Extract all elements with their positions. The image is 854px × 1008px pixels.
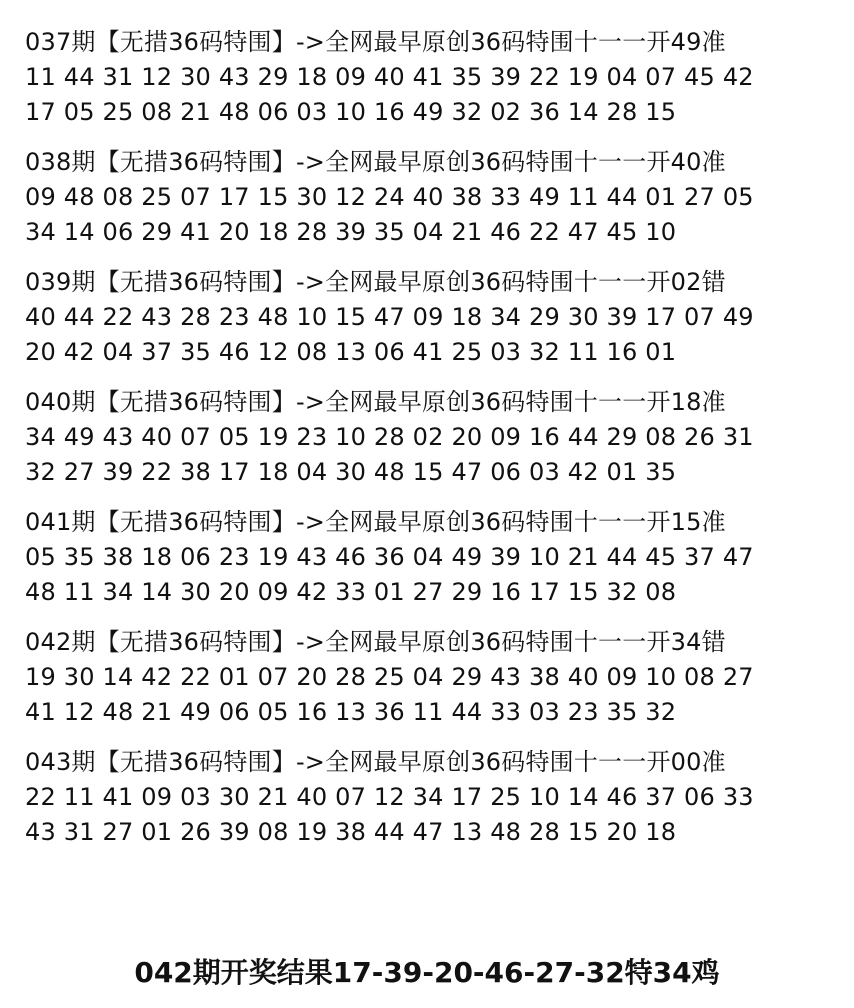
record-numbers-line: 40 44 22 43 28 23 48 10 15 47 09 18 34 29 30 39 17 07 49 (25, 303, 754, 331)
record-header: 043期【无措36码特围】->全网最早原创36码特围十一一开00准 (25, 748, 726, 776)
record-numbers-line: 19 30 14 42 22 01 07 20 28 25 04 29 43 38 40 09 10 08 27 (25, 663, 754, 691)
record-numbers-line: 34 49 43 40 07 05 19 23 10 28 02 20 09 16 44 29 08 26 31 (25, 423, 754, 451)
record-header: 038期【无措36码特围】->全网最早原创36码特围十一一开40准 (25, 148, 726, 176)
record-numbers-line: 43 31 27 01 26 39 08 19 38 44 47 13 48 28 15 20 18 (25, 818, 677, 846)
record-header: 042期【无措36码特围】->全网最早原创36码特围十一一开34错 (25, 628, 726, 656)
record-numbers-line: 11 44 31 12 30 43 29 18 09 40 41 35 39 22 19 04 07 45 42 (25, 63, 754, 91)
record-043 (25, 745, 845, 850)
record-header: 039期【无措36码特围】->全网最早原创36码特围十一一开02错 (25, 268, 726, 296)
records-list (25, 25, 845, 865)
record-numbers-line: 20 42 04 37 35 46 12 08 13 06 41 25 03 32 11 16 01 (25, 338, 677, 366)
draw-result-footer: 042期开奖结果17-39-20-46-27-32特34鸡 (134, 956, 720, 989)
record-040 (25, 385, 845, 490)
record-numbers-line: 34 14 06 29 41 20 18 28 39 35 04 21 46 22 47 45 10 (25, 218, 677, 246)
record-header: 040期【无措36码特围】->全网最早原创36码特围十一一开18准 (25, 388, 726, 416)
record-header: 037期【无措36码特围】->全网最早原创36码特围十一一开49准 (25, 28, 726, 56)
record-numbers-line: 48 11 34 14 30 20 09 42 33 01 27 29 16 17 15 32 08 (25, 578, 677, 606)
record-numbers-line: 09 48 08 25 07 17 15 30 12 24 40 38 33 49 11 44 01 27 05 (25, 183, 754, 211)
record-038 (25, 145, 845, 250)
record-037 (25, 25, 845, 130)
record-041 (25, 505, 845, 610)
record-numbers-line: 05 35 38 18 06 23 19 43 46 36 04 49 39 10 21 44 45 37 47 (25, 543, 754, 571)
record-042 (25, 625, 845, 730)
record-numbers-line: 22 11 41 09 03 30 21 40 07 12 34 17 25 10 14 46 37 06 33 (25, 783, 754, 811)
record-header: 041期【无措36码特围】->全网最早原创36码特围十一一开15准 (25, 508, 726, 536)
record-numbers-line: 32 27 39 22 38 17 18 04 30 48 15 47 06 03 42 01 35 (25, 458, 677, 486)
record-numbers-line: 41 12 48 21 49 06 05 16 13 36 11 44 33 03 23 35 32 (25, 698, 677, 726)
record-numbers-line: 17 05 25 08 21 48 06 03 10 16 49 32 02 36 14 28 15 (25, 98, 677, 126)
record-039 (25, 265, 845, 370)
